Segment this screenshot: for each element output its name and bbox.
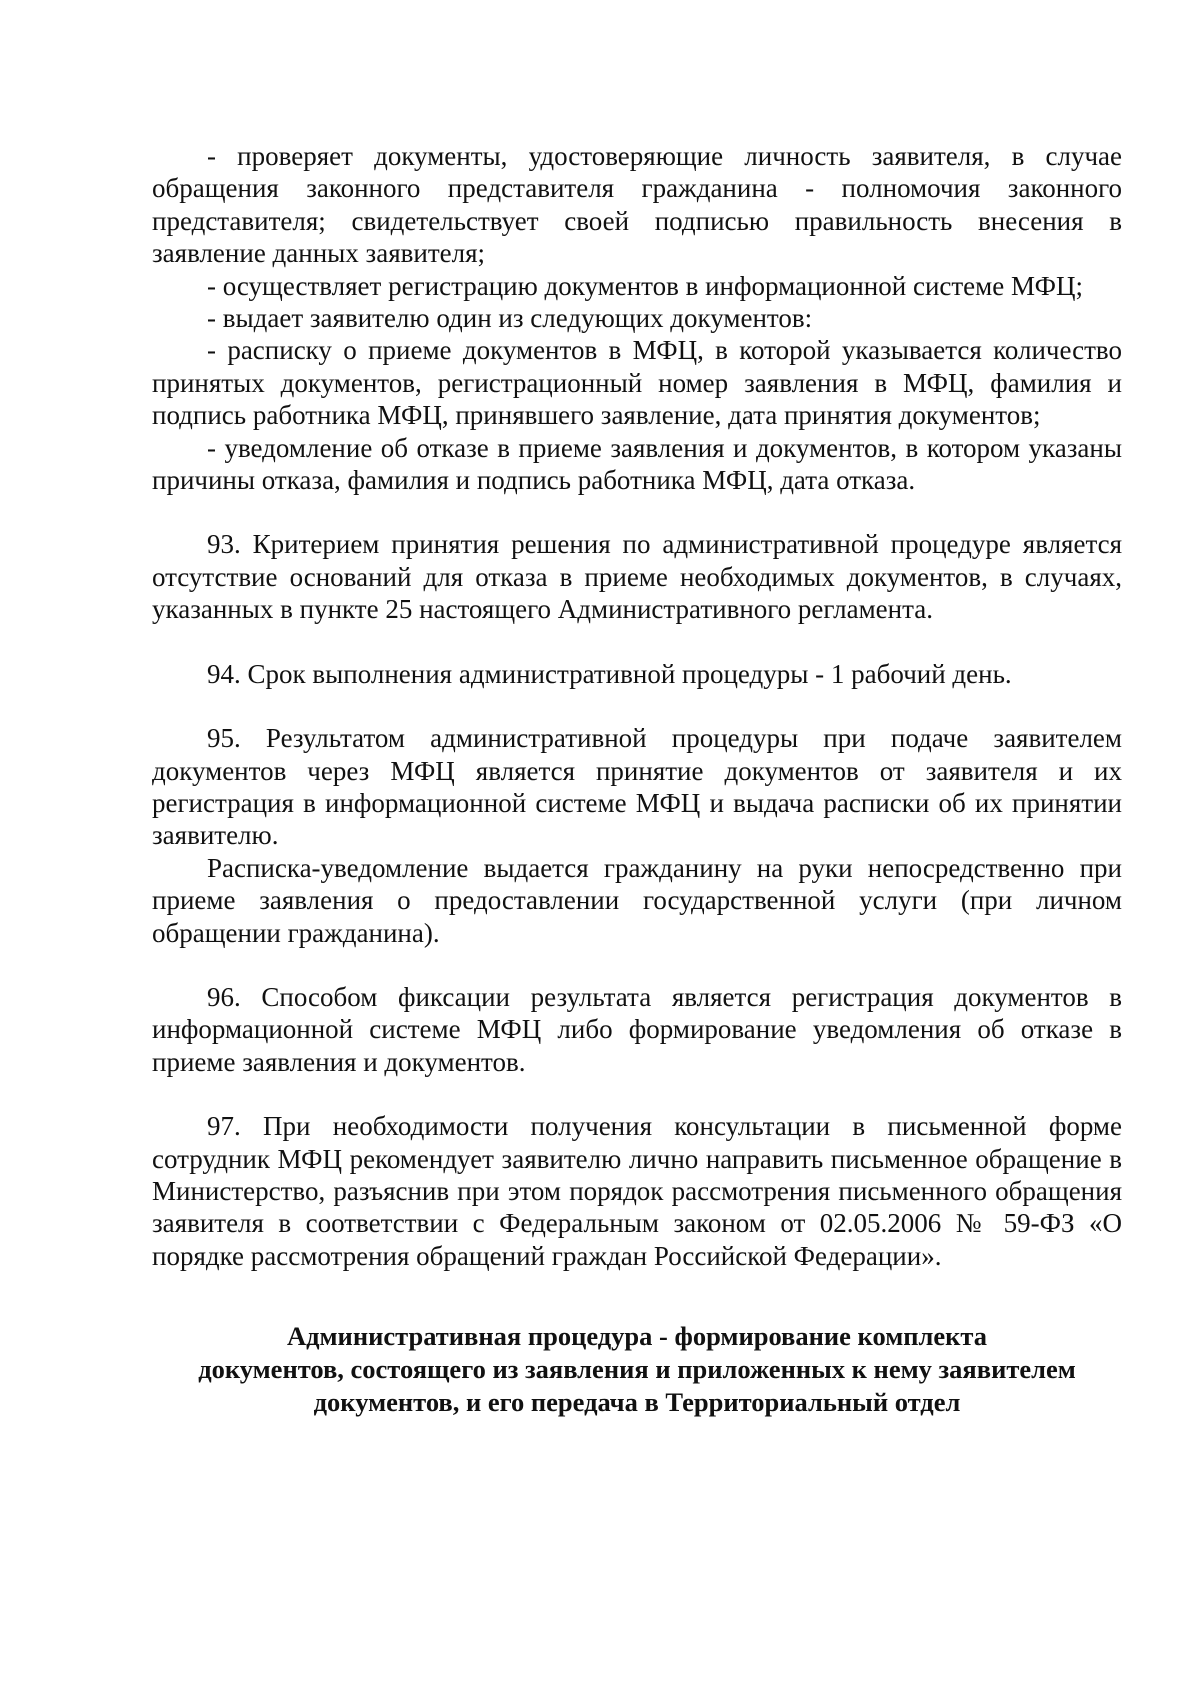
paragraph-95: 95. Результатом административной процедуры при подаче заявителем документов через МФЦ является принятие документов от заявителя и их регистрация в информационной системе МФЦ и выдача расписки об их принятии заявителю. [152, 723, 1122, 851]
paragraph-95-receipt-notice: Расписка-уведомление выдается гражданину на руки непосредственно при приеме заявления о предоставлении государственной услуги (при личном обращении гражданина). [152, 852, 1122, 948]
paragraph-check-documents: - проверяет документы, удостоверяющие личность заявителя, в случае обращения законного представителя гражданина - полномочия законного представителя; свидетельствует своей подписью правильность внесения в заявление данных заявителя; [152, 141, 1122, 269]
paragraph-97: 97. При необходимости получения консультации в письменной форме сотрудник МФЦ рекомендует заявителю лично направить письменное обращение в Министерство, разъяснив при этом порядок рассмотрения письменного обращения заявителя в соответствии с Федеральным законом от 02.05.2006 № 59-ФЗ «О порядке рассмотрения обращений граждан Российской Федерации». [152, 1111, 1122, 1271]
paragraph-94: 94. Срок выполнения административной процедуры - 1 рабочий день. [207, 658, 1012, 689]
section-heading [152, 1320, 1122, 1419]
paragraph-receipt: - расписку о приеме документов в МФЦ, в которой указывается количество принятых документов, регистрационный номер заявления в МФЦ, фамилия и подпись работника МФЦ, принявшего заявление, дата принятия документов; [152, 335, 1122, 431]
paragraph-refusal-notice: - уведомление об отказе в приеме заявления и документов, в котором указаны причины отказа, фамилия и подпись работника МФЦ, дата отказа. [152, 432, 1122, 496]
paragraph-registration: - осуществляет регистрацию документов в информационной системе МФЦ; [207, 270, 1083, 301]
section-heading-line-3: документов, и его передача в Территориальный отдел [313, 1387, 961, 1418]
document-page [152, 140, 1122, 1419]
paragraph-93: 93. Критерием принятия решения по административной процедуре является отсутствие оснований для отказа в приеме необходимых документов, в случаях, указанных в пункте 25 настоящего Административного регламента. [152, 529, 1122, 625]
section-heading-line-2: документов, состоящего из заявления и приложенных к нему заявителем [198, 1354, 1076, 1385]
paragraph-96: 96. Способом фиксации результата является регистрация документов в информационной системе МФЦ либо формирование уведомления об отказе в приеме заявления и документов. [152, 981, 1122, 1077]
section-heading-line-1: Административная процедура - формирование комплекта [286, 1321, 988, 1352]
paragraph-issue-documents: - выдает заявителю один из следующих документов: [207, 303, 813, 334]
